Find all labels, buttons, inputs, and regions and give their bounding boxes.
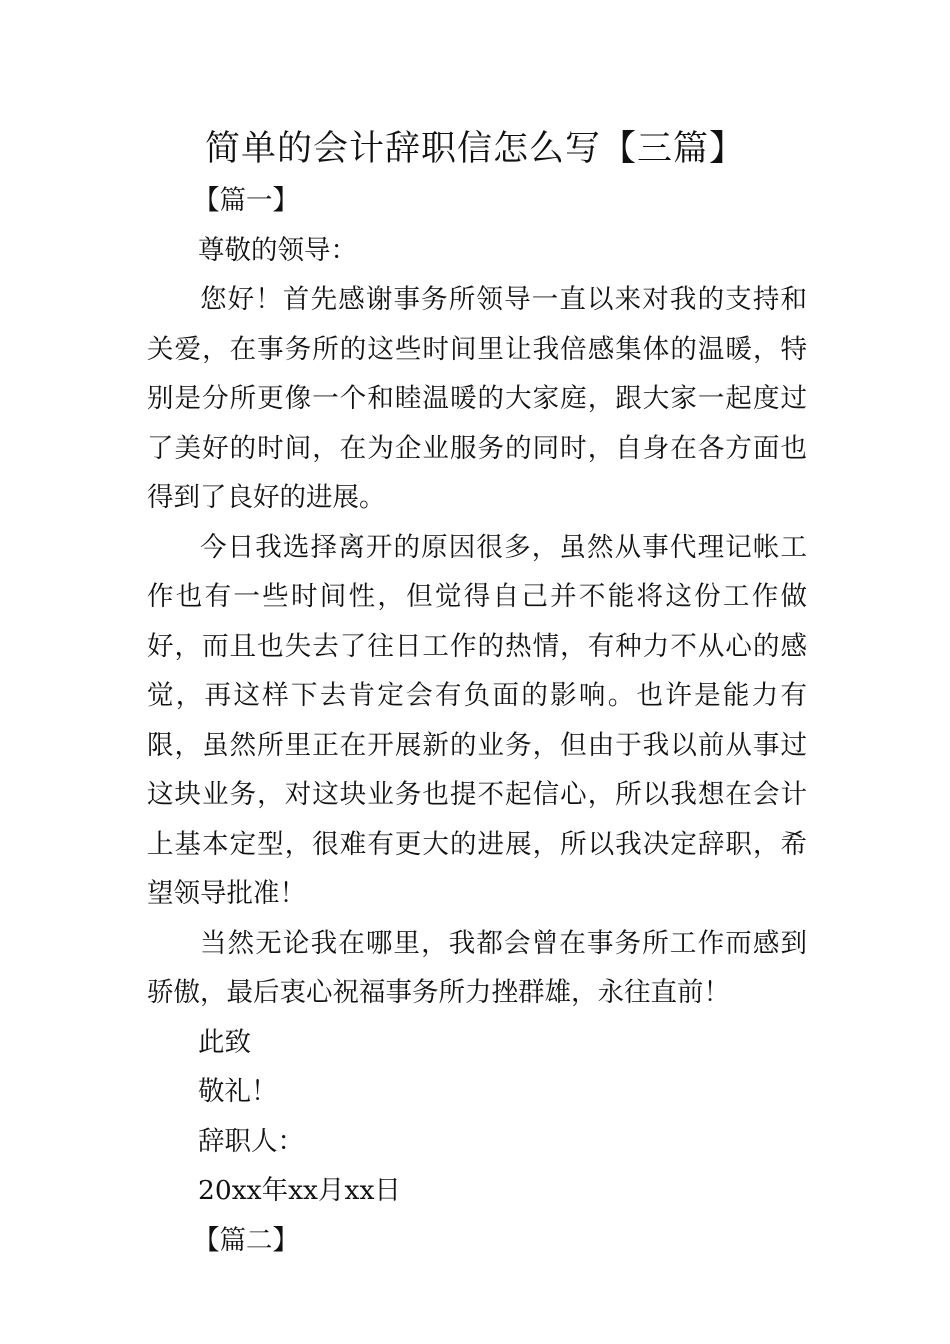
section-heading-2: 【篇二】 <box>193 1224 299 1256</box>
salutation: 尊敬的领导： <box>198 234 357 266</box>
paragraph-2: 今日我选择离开的原因很多，虽然从事代理记帐工作也有一些时间性，但觉得自己并不能将这份工作做好，而且也失去了往日工作的热情，有种力不从心的感觉，再这样下去肯定会有负面的影响。也许是能力有限，虽然所里正在开展新的业务，但由于我以前从事过这块业务，对这块业务也提不起信心，所以我想在会计上基本定型，很难有更大的进展，所以我决定辞职，希望领导批准！ <box>147 531 807 909</box>
date-line: 20xx年xx月xx日 <box>198 1175 401 1206</box>
document-title: 简单的会计辞职信怎么写【三篇】 <box>204 129 745 169</box>
paragraph-1: 您好！首先感谢事务所领导一直以来对我的支持和关爱，在事务所的这些时间里让我倍感集体的温暖，特别是分所更像一个和睦温暖的大家庭，跟大家一起度过了美好的时间，在为企业服务的同时，自身在各方面也得到了良好的进展。 <box>147 284 807 513</box>
document-body <box>147 176 807 1265</box>
signature-line: 辞职人： <box>198 1125 304 1157</box>
section-heading-1: 【篇一】 <box>193 185 299 216</box>
closing-line-2: 敬礼！ <box>198 1076 278 1107</box>
paragraph-3: 当然无论我在哪里，我都会曾在事务所工作而感到骄傲，最后衷心祝福事务所力挫群雄，永往直前！ <box>147 927 807 1008</box>
closing-line-1: 此致 <box>198 1026 251 1058</box>
